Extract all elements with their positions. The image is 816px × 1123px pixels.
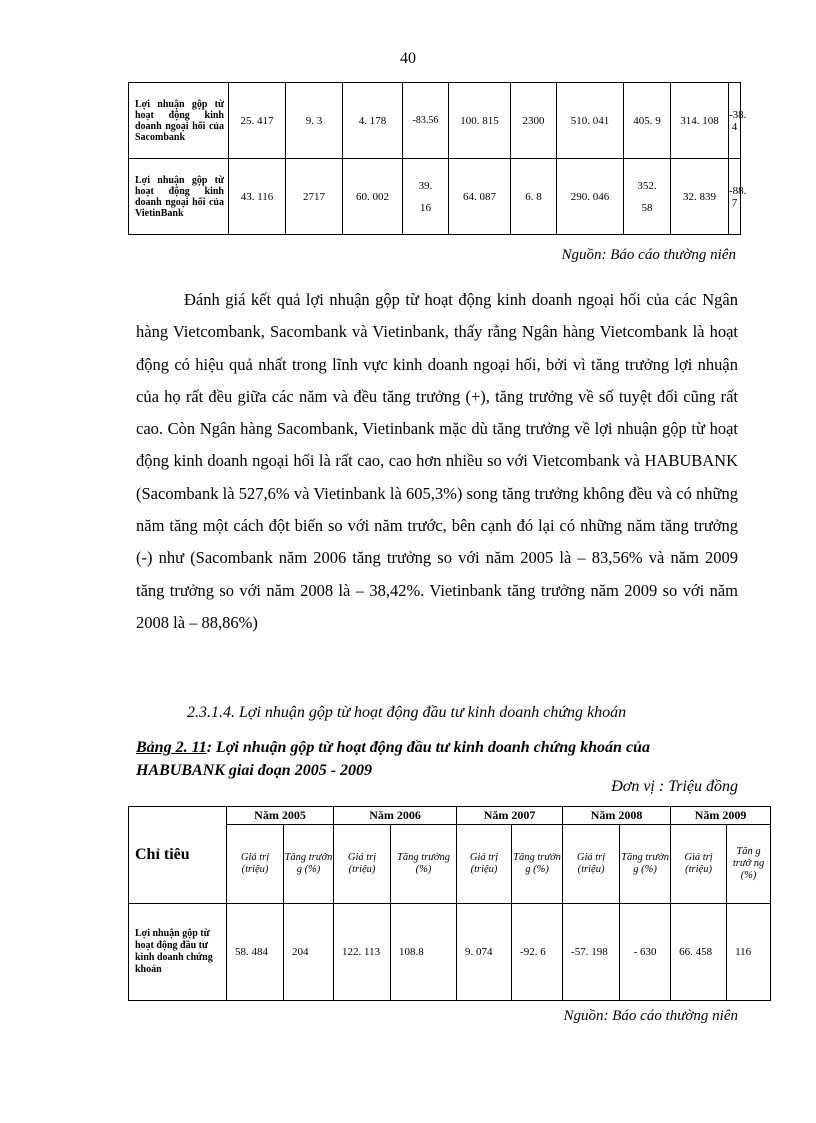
table-cell: 25. 417 [229,83,286,159]
table-cell: 2300 [511,83,557,159]
table-cell: 290. 046 [557,159,624,235]
row-label: Lợi nhuận gộp từ hoạt động đầu tư kinh doanh chứng khoán [129,904,227,1001]
year-header: Năm 2006 [334,807,457,825]
table-cell: 66. 458 [671,904,727,1001]
table-cell: 32. 839 [671,159,729,235]
growth-header: Tăn g trưở ng (%) [727,825,771,904]
table-cell: 43. 116 [229,159,286,235]
caption-label: Bảng 2. 11 [136,739,207,756]
growth-header: Tăng trưởn g (%) [512,825,563,904]
row-label: Lợi nhuận gộp từ hoạt động kinh doanh ngoại hối của Sacombank [129,83,229,159]
year-header: Năm 2005 [227,807,334,825]
forex-profit-table [128,82,747,235]
securities-profit-table [128,806,771,1001]
subsection-heading: 2.3.1.4. Lợi nhuận gộp từ hoạt động đầu tư kinh doanh chứng khoán [187,704,627,721]
source-note: Nguồn: Báo cáo thường niên [563,1008,738,1024]
caption-title: : Lợi nhuận gộp từ hoạt động đầu tư kinh doanh chứng khoán của HABUBANK giai đoạn 2005 - 2009 [136,739,650,779]
table-caption [136,736,736,782]
table-cell: 405. 9 [624,83,671,159]
source-note: Nguồn: Báo cáo thường niên [561,247,736,263]
table-cell: -38. 4 [729,83,741,159]
value-header: Giá trị (triệu) [563,825,620,904]
growth-header: Tăng trưởn g (%) [620,825,671,904]
table-cell: 116 [727,904,771,1001]
year-header: Năm 2009 [671,807,771,825]
table-cell: 108.8 [391,904,457,1001]
cell-line: 16 [420,201,431,214]
table-row [129,904,771,1001]
table-cell: 9. 3 [286,83,343,159]
growth-header: Tăng trưởng (%) [391,825,457,904]
year-header: Năm 2007 [457,807,563,825]
cell-line: 39. [418,179,433,192]
year-header: Năm 2008 [563,807,671,825]
table-cell [403,159,449,235]
table-row [129,83,741,159]
table-cell: -88. 7 [729,159,741,235]
growth-header: Tăng trưởn g (%) [284,825,334,904]
table-cell: 122. 113 [334,904,391,1001]
value-header: Giá trị (triệu) [457,825,512,904]
table-cell: 9. 074 [457,904,512,1001]
value-header: Giá trị (triệu) [227,825,284,904]
table-cell: 64. 087 [449,159,511,235]
table-cell: 100. 815 [449,83,511,159]
row-label: Lợi nhuận gộp từ hoạt động kinh doanh ngoại hối của VietinBank [129,159,229,235]
cell-line: 352. [637,179,657,192]
table-cell: 58. 484 [227,904,284,1001]
table-cell: 510. 041 [557,83,624,159]
table-cell: - 630 [620,904,671,1001]
table-cell: 204 [284,904,334,1001]
table-cell: 60. 002 [343,159,403,235]
page-number: 40 [400,50,416,67]
body-paragraph [136,284,738,639]
table-cell: -57. 198 [563,904,620,1001]
value-header: Giá trị (triệu) [334,825,391,904]
table-cell: -92. 6 [512,904,563,1001]
value-header: Giá trị (triệu) [671,825,727,904]
table-cell [624,159,671,235]
unit-note: Đơn vị : Triệu đồng [611,778,738,795]
table-cell: 6. 8 [511,159,557,235]
cell-line: 58 [641,201,653,214]
table-cell: 2717 [286,159,343,235]
table-cell: 314. 108 [671,83,729,159]
paragraph-text: Đánh giá kết quả lợi nhuận gộp từ hoạt động kinh doanh ngoại hối của các Ngân hàng Vietcombank, Sacombank và Vietinbank, thấy rằng Ngân hàng Vietcombank là hoạt động có hiệu quả nhất trong lĩnh vực kinh doanh ngoại hối, bởi vì tăng trưởng lợi nhuận của họ rất đều giữa các năm và đều tăng trưởng (+), tăng trưởng về số tuyệt đối cũng rất cao. Còn Ngân hàng Sacombank, Vietinbank mặc dù tăng trưởng về lợi nhuận gộp từ hoạt động kinh doanh ngoại hối là rất cao, cao hơn nhiều so với Vietcombank và HABUBANK (Sacombank là 527,6% và Vietinbank là 605,3%) song tăng trưởng không đều và có những năm tăng một cách đột biến so với năm trước, bên cạnh đó lại có những năm tăng trưởng (-) như (Sacombank năm 2006 tăng trưởng so với năm 2005 là – 83,56% và năm 2009 tăng trưởng so với năm 2008 là – 38,42%. Vietinbank tăng trưởng năm 2009 so với năm 2008 là – 88,86%) [136,290,738,632]
table-cell: 4. 178 [343,83,403,159]
criteria-header: Chỉ tiêu [129,807,227,904]
year-header-row [129,807,771,825]
table-cell: -83.56 [403,83,449,159]
table-row [129,159,741,235]
